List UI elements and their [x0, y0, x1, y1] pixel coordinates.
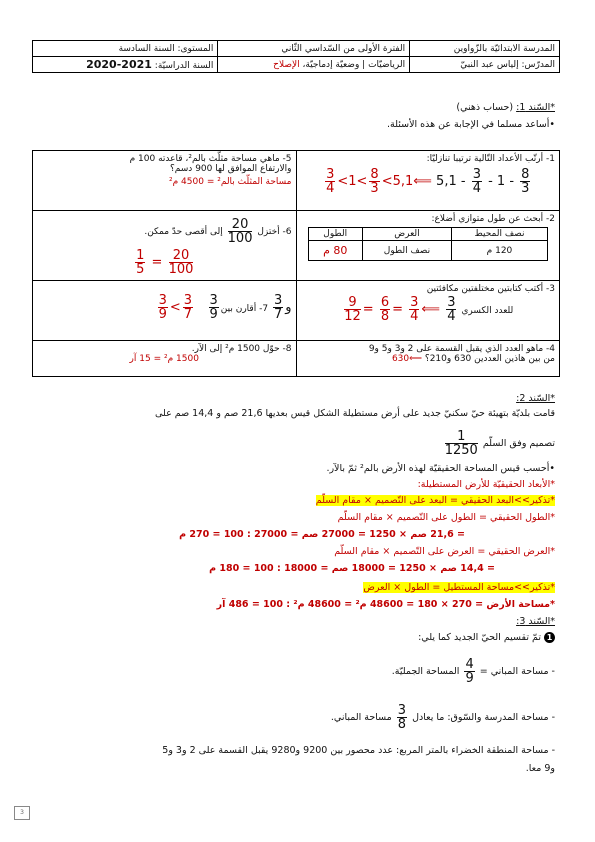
- q5-answer: مساحة المثلّث بالم² = 4500 م²: [169, 177, 292, 187]
- q2-text: 2- أبحث عن طول متوازي أضلاع:: [431, 214, 555, 224]
- sanad2-l2: *تذكير>>البعد الحقيقي = البعد على التّصميم × مقام السلّم: [315, 495, 555, 506]
- sanad3-b2-line: - مساحة المدرسة والسّوق: ما يعادل $\frac{3}{8}$ مساحة المباني.: [330, 703, 555, 732]
- q1-answer: $\frac{3}{4}$ <1< $\frac{8}{3}$ <5,1⟸ 5,1 - $\frac{3}{4}$ - 1 - $\frac{8}{3}$: [326, 167, 530, 196]
- q5-text-b: والارتفاع الموافق لها 900 دسم؟: [170, 164, 292, 174]
- school-name: المدرسة الابتدائيّة بالزّواوين: [410, 41, 560, 57]
- sanad2-l1: *الأبعاد الحقيقيّة للأرض المستطيلة:: [417, 479, 555, 490]
- sanad2-l6: = 14,4 صم × 1250 = 18000 صم = 18000 : 100 = 180 م: [209, 563, 495, 574]
- year-label: السنة الدراسيّة:: [154, 61, 214, 71]
- q6-text-b: إلى أقصى حدّ ممكن.: [144, 227, 223, 237]
- q4-answer: 630: [391, 354, 410, 364]
- cell-q5: [33, 151, 297, 211]
- sanad2-l5: *العرض الحقيقي = العرض على التّصميم × مقام السلّم: [334, 546, 555, 557]
- q6-line: [37, 218, 292, 245]
- item-number-badge: 1: [544, 632, 555, 643]
- q5-text-a: 5- ماهي مساحة مثلّث بالم²، قاعدته 100 م: [129, 154, 292, 164]
- subject-cell: الرياضيّات | وضعيّة إدماجيّة، الإصلاح: [218, 57, 410, 73]
- sanad3-title: *السّند 3:: [516, 616, 555, 627]
- sanad2-l7: *تذكير>>مساحة المستطيل = الطول × العرض: [363, 582, 555, 593]
- sanad3-b1-tail: المساحة الجمليّة.: [391, 666, 460, 677]
- sanad1-title: *السّند 1:: [516, 102, 555, 113]
- q4-text-b-line: من بين هاذين العددين 630 و210؟ ⟸630: [391, 354, 555, 364]
- sanad3-b1-line: - مساحة المباني = $\frac{4}{9}$ المساحة الجمليّة.: [391, 657, 555, 686]
- sanad2-l4: = 21,6 صم × 1250 = 27000 صم = 27000 : 100 = 270 م: [179, 529, 465, 540]
- q6-text: 6- أختزل: [257, 227, 292, 237]
- teacher: المدرّس: إلياس عبد النبيّ: [410, 57, 560, 73]
- cell-q8: [33, 341, 297, 377]
- header-table: [32, 40, 560, 73]
- sanad2-l7-line: [32, 581, 555, 594]
- q3-text: 3- أكتب كتابتين مختلفتين مكافئتين: [426, 284, 555, 294]
- sanad3-b2: - مساحة المدرسة والسّوق: ما يعادل: [412, 712, 555, 723]
- cell-q7: [33, 281, 297, 341]
- q2-head-width: العرض: [362, 228, 452, 241]
- level: المستوى: السنة السادسة: [33, 41, 218, 57]
- q6-fraction: $\frac{20}{100}$: [227, 217, 253, 246]
- sanad2-text2-line: [32, 430, 555, 457]
- q2-val-length: 80 م: [308, 241, 362, 261]
- sanad3-intro-line: [32, 631, 555, 644]
- q3-text-b: للعدد الكسري: [461, 306, 514, 316]
- sanad2-text2: تصميم وفق السلّم: [482, 438, 555, 449]
- q2-head-length: الطول: [308, 228, 362, 241]
- sanad1-title-line: [456, 102, 555, 113]
- sanad3-b3b: و9 معا.: [525, 763, 555, 774]
- q7-line: $\frac{3}{9}$ < $\frac{3}{7}$ $\frac{3}{9}$ و $\frac{3}{7}$ 7- أقارن بين: [158, 293, 292, 322]
- q4-text-b: من بين هاذين العددين 630 و210؟: [424, 354, 555, 364]
- sanad2-title: *السّند 2:: [516, 393, 555, 404]
- correction-label: الإصلاح: [273, 59, 300, 70]
- situation: وضعيّة إدماجيّة،: [302, 59, 360, 70]
- q7-text: 7- أقارن بين: [220, 304, 269, 314]
- q8-text: 8- حوّل 1500 م² إلى الآر.: [191, 344, 292, 354]
- sanad2-l3: *الطول الحقيقي = الطول على التّصميم × مقام السلّم: [337, 512, 555, 523]
- cell-q4: [296, 341, 560, 377]
- sanad2-l2-line: [32, 494, 555, 507]
- sanad1-intro: •أساعد مسلما في الإجابة عن هذه الأسئلة.: [386, 119, 555, 130]
- sanad1-subtitle: (حساب ذهني): [456, 102, 514, 113]
- year-cell: [33, 57, 218, 73]
- q2-table: [308, 227, 548, 261]
- q2-head-perimeter: نصف المحيط: [452, 228, 548, 241]
- cell-q3: [296, 281, 560, 341]
- subject: الرياضيّات: [368, 59, 406, 70]
- cell-q1: [296, 151, 560, 211]
- period: الفترة الأولى من السّداسي الثّاني: [218, 41, 410, 57]
- sanad3-b3a: - مساحة المنطقة الخضراء بالمتر المربع: عدد محصور بين 9200 و9280 يقبل القسمة على 2 و3 و5: [162, 745, 555, 756]
- q3-answer: $\frac{9}{12}$ = $\frac{6}{8}$ = $\frac{3}{4}$ ⟸ $\frac{3}{4}$ للعدد الكسري: [344, 295, 514, 324]
- q2-val-width: نصف الطول: [362, 241, 452, 261]
- q4-text-a: 4- ماهو العدد الذي يقبل القسمة على 2 و3 و5 و9: [368, 344, 555, 354]
- q6-answer: $\frac{1}{5}$ = $\frac{20}{100}$: [136, 248, 194, 277]
- sanad2-l8: *مساحة الأرض = 270 × 180 = 48600 م² = 48600 م² : 100 = 486 آر: [216, 599, 555, 610]
- page-number: 3: [14, 806, 30, 820]
- cell-q6: [33, 211, 297, 281]
- q2-val-perimeter: 120 م: [452, 241, 548, 261]
- exercise-grid: [32, 150, 560, 377]
- sanad3-b2-tail: مساحة المباني.: [330, 712, 392, 723]
- sanad3-b1: - مساحة المباني =: [479, 666, 555, 677]
- cell-q2: [296, 211, 560, 281]
- sanad3-intro: تمّ تقسيم الحيّ الجديد كما يلي:: [418, 632, 541, 643]
- scale-fraction: $\frac{1}{1250}$: [444, 429, 478, 458]
- school-year: 2021-2020: [86, 58, 152, 71]
- q1-text: 1- أرتّب الأعداد التّالية ترتيبا تنازليّا:: [426, 154, 555, 164]
- sanad2-text1: قامت بلديّة بتهيئة حيّ سكنيّ جديد على أرض مستطيلة الشكل قيس بعديها 21,6 صم و 14,4 صم على: [155, 408, 555, 419]
- sanad2-task: •أحسب قيس المساحة الحقيقيّة لهذه الأرض بالم² ثمّ بالآر.: [326, 463, 555, 474]
- q8-answer: 1500 م² = 15 آر: [129, 354, 199, 364]
